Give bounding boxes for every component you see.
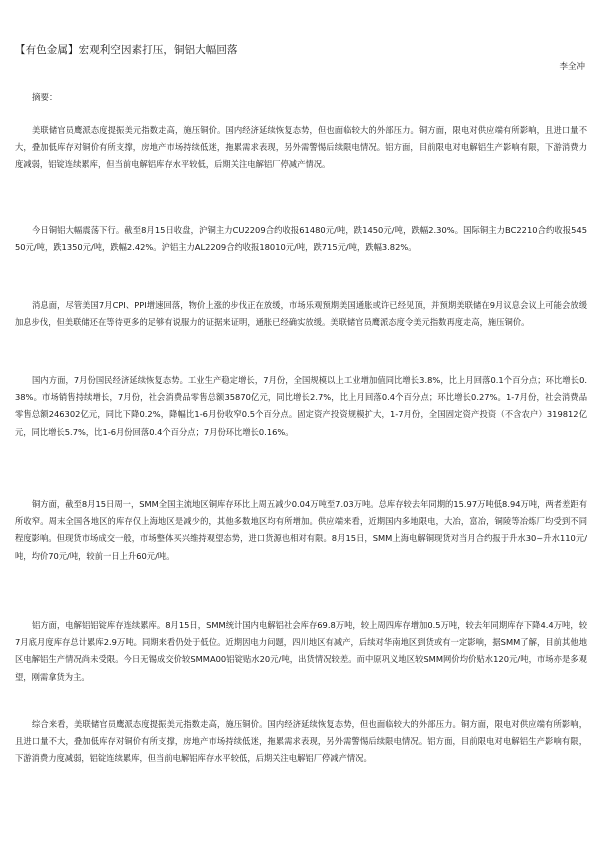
domestic-economy-paragraph: 国内方面，7月份国民经济延续恢复态势。工业生产稳定增长，7月份，全国规模以上工业增加值同比增长3.8%，比上月回落0.1个百分点；环比增长0.38%。市场销售持续增长，7月份，社会消费品零售总额35870亿元，同比增长2.7%，比上月回落0.4个百分点；环比增长0.27%。1-7月份，社会消费品零售总额246302亿元，同比下降0.2%，降幅比1-6月份收窄0.5个百分点。固定资产投资规模扩大，1-7月份，全国固定资产投资（不含农户）319812亿元，同比增长5.7%，比1-6月份回落0.4个百分点；7月份环比增长0.16%。	[15, 375, 587, 437]
author-name: 李全冲	[559, 62, 585, 72]
document-title: 【有色金属】宏观利空因素打压，铜铝大幅回落	[15, 44, 238, 56]
news-paragraph: 消息面，尽管美国7月CPI、PPI增速回落，物价上涨的步伐正在放缓，市场乐观预期美国通胀或许已经见顶，并预期美联储在9月议息会议上可能会放缓加息步伐，但美联储还在等待更多的足够有说服力的证据来证明，通胀已经确实放缓。美联储官员鹰派态度令美元指数再度走高，施压铜价。	[15, 300, 587, 328]
abstract-label: 摘要：	[32, 93, 58, 103]
copper-paragraph: 铜方面，截至8月15日周一，SMM全国主流地区铜库存环比上周五减少0.04万吨至7.03万吨。总库存较去年同期的15.97万吨低8.94万吨，两者差距有所收窄。周末全国各地区的库存仅上海地区是减少的，其他多数地区均有所增加。供应端来看，近期国内多地限电，大冶，富冶，铜陵等冶炼厂均受到不同程度影响。但现货市场成交一般，市场整体买兴维持观望态势，进口货源也相对有限。8月15日，SMM上海电解铜现货对当月合约报于升水30~升水110元/吨，均价70元/吨，较前一日上升60元/吨。	[15, 499, 587, 561]
summary-paragraph: 美联储官员鹰派态度提振美元指数走高，施压铜价。国内经济延续恢复态势，但也面临较大的外部压力。铜方面，限电对供应端有所影响，且进口量不大，叠加低库存对铜价有所支撑，房地产市场持续低迷，拖累需求表现，另外需警惕后续限电情况。铝方面，目前限电对电解铝生产影响有限，下游消费力度减弱，铝锭连续累库，但当前电解铝库存水平较低，后期关注电解铝厂停减产情况。	[15, 125, 587, 170]
market-prices-paragraph: 今日铜铝大幅震荡下行。截至8月15日收盘，沪铜主力CU2209合约收报61480元/吨，跌1450元/吨，跌幅2.30%。国际铜主力BC2210合约收报54550元/吨，跌1350元/吨，跌幅2.42%。沪铝主力AL2209合约收报18010元/吨，跌715元/吨，跌幅3.82%。	[15, 225, 587, 253]
conclusion-paragraph: 综合来看，美联储官员鹰派态度提振美元指数走高，施压铜价。国内经济延续恢复态势，但也面临较大的外部压力。铜方面，限电对供应端有所影响，且进口量不大，叠加低库存对铜价有所支撑，房地产市场持续低迷，拖累需求表现，另外需警惕后续限电情况。铝方面，目前限电对电解铝生产影响有限，下游消费力度减弱，铝锭连续累库，但当前电解铝库存水平较低，后期关注电解铝厂停减产情况。	[15, 719, 587, 764]
aluminum-paragraph: 铝方面，电解铝铝锭库存连续累库。8月15日，SMM统计国内电解铝社会库存69.8万吨，较上周四库存增加0.5万吨，较去年同期库存下降4.4万吨，较7月底月度库存总计累库2.9万吨。同期来看仍处于低位。近期因电力问题，四川地区有减产，后续对华南地区到货或有一定影响，据SMM了解，目前其他地区电解铝生产情况尚未受限。今日无锡成交价较SMMA00铝锭贴水20元/吨，出货情况较差。而中原巩义地区较SMM网价均价贴水120元/吨，市场亦是多观望，刚需拿货为主。	[15, 620, 587, 682]
